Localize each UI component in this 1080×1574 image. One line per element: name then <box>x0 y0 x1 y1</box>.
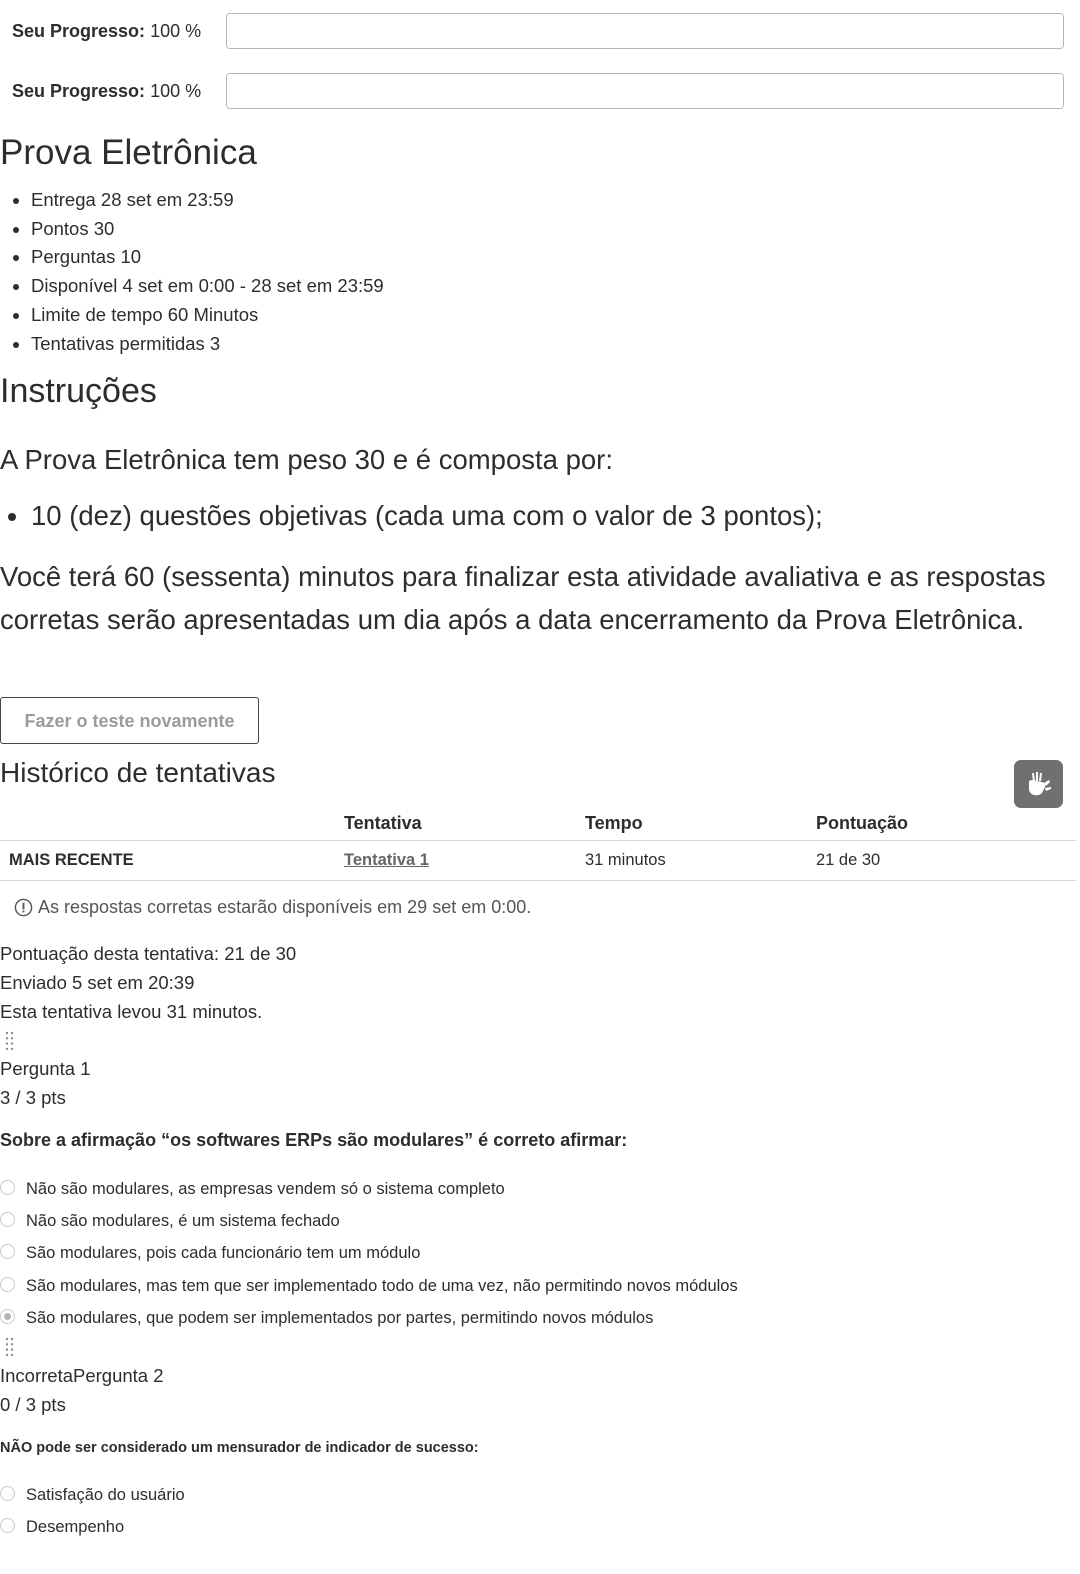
attempt-duration-text: Esta tentativa levou 31 minutos. <box>0 1000 263 1022</box>
radio-button[interactable] <box>0 1277 15 1292</box>
attempt-link[interactable]: Tentativa 1 <box>344 851 429 869</box>
drag-handle-icon <box>5 1031 15 1051</box>
table-row <box>0 841 1076 881</box>
progress-bar <box>226 13 1064 49</box>
progress-bar <box>226 73 1064 109</box>
vlibras-accessibility-button[interactable] <box>1014 760 1063 808</box>
attempt-score-text: Pontuação desta tentativa: 21 de 30 <box>0 943 297 964</box>
warning-icon <box>14 898 33 917</box>
progress-row-1 <box>12 13 1064 49</box>
answer-option[interactable]: Satisfação do usuário <box>0 1479 185 1511</box>
attempt-time: 31 minutos <box>585 841 816 881</box>
detail-attempts: • Tentativas permitidas 3 <box>31 330 384 359</box>
attempt-score: 21 de 30 <box>816 841 1076 881</box>
radio-button-selected[interactable] <box>0 1309 15 1324</box>
history-header-time: Tempo <box>585 806 816 841</box>
attempt-kept-label: MAIS RECENTE <box>0 841 344 881</box>
question-title: Pergunta 1 <box>0 1058 91 1079</box>
answers-list <box>0 1173 738 1335</box>
answers-notice <box>14 897 531 918</box>
answer-option[interactable]: Desempenho <box>0 1511 185 1543</box>
radio-button[interactable] <box>0 1518 15 1533</box>
progress-fill <box>227 14 1063 48</box>
progress-row-2 <box>12 73 1064 109</box>
detail-points: • Pontos 30 <box>31 215 384 244</box>
instructions-title: Instruções <box>0 372 157 410</box>
history-header-label <box>0 806 344 841</box>
answer-option[interactable]: São modulares, pois cada funcionário tem um módulo <box>0 1238 738 1270</box>
instructions-list <box>0 500 823 532</box>
radio-button[interactable] <box>0 1212 15 1227</box>
notice-text: As respostas corretas estarão disponíveis em 29 set em 0:00. <box>38 897 532 917</box>
history-header-score: Pontuação <box>816 806 1076 841</box>
detail-questions: • Perguntas 10 <box>31 243 384 272</box>
attempt-submitted-text: Enviado 5 set em 20:39 <box>0 971 195 993</box>
answer-option[interactable]: São modulares, que podem ser implementados por partes, permitindo novos módulos <box>0 1303 738 1335</box>
progress-label: Seu Progresso: 100 % <box>12 80 202 101</box>
attempt-summary <box>0 940 296 1026</box>
instructions-paragraph: Você terá 60 (sessenta) minutos para finalizar esta atividade avaliativa e as respostas corretas serão apresentadas um dia após a data encerramento da Prova Eletrônica. <box>0 561 1046 635</box>
question-points: 3 / 3 pts <box>0 1086 66 1108</box>
history-table <box>0 806 1076 881</box>
quiz-details <box>0 186 384 358</box>
question-points: 0 / 3 pts <box>0 1393 66 1415</box>
page-title: Prova Eletrônica <box>0 133 257 172</box>
question-text: NÃO pode ser considerado um mensurador de indicador de sucesso: <box>0 1440 479 1456</box>
question-header <box>0 1362 164 1420</box>
answer-option[interactable]: Não são modulares, é um sistema fechado <box>0 1205 738 1237</box>
question-title: IncorretaPergunta 2 <box>0 1365 164 1386</box>
radio-button[interactable] <box>0 1244 15 1259</box>
instructions-intro: A Prova Eletrônica tem peso 30 e é composta por: <box>0 444 613 475</box>
history-header-row <box>0 806 1076 841</box>
history-title: Histórico de tentativas <box>0 757 276 788</box>
detail-available: • Disponível 4 set em 0:00 - 28 set em 23:59 <box>31 272 384 301</box>
progress-label: Seu Progresso: 100 % <box>12 20 202 41</box>
retake-quiz-button[interactable]: Fazer o teste novamente <box>0 697 259 744</box>
history-header-attempt: Tentativa <box>344 806 585 841</box>
detail-due: • Entrega 28 set em 23:59 <box>31 186 384 215</box>
question-header <box>0 1055 91 1113</box>
drag-handle-icon <box>5 1337 15 1357</box>
progress-fill <box>227 74 1063 108</box>
answer-option[interactable]: São modulares, mas tem que ser implementado todo de uma vez, não permitindo novos módulos <box>0 1270 738 1302</box>
detail-time-limit: • Limite de tempo 60 Minutos <box>31 301 384 330</box>
sign-language-icon <box>1024 769 1054 799</box>
radio-button[interactable] <box>0 1486 15 1501</box>
answer-option[interactable]: Não são modulares, as empresas vendem só o sistema completo <box>0 1173 738 1205</box>
radio-button[interactable] <box>0 1180 15 1195</box>
question-text: Sobre a afirmação “os softwares ERPs são modulares” é correto afirmar: <box>0 1130 628 1150</box>
answers-list <box>0 1479 185 1544</box>
instructions-item: • 10 (dez) questões objetivas (cada uma com o valor de 3 pontos); <box>31 500 823 532</box>
